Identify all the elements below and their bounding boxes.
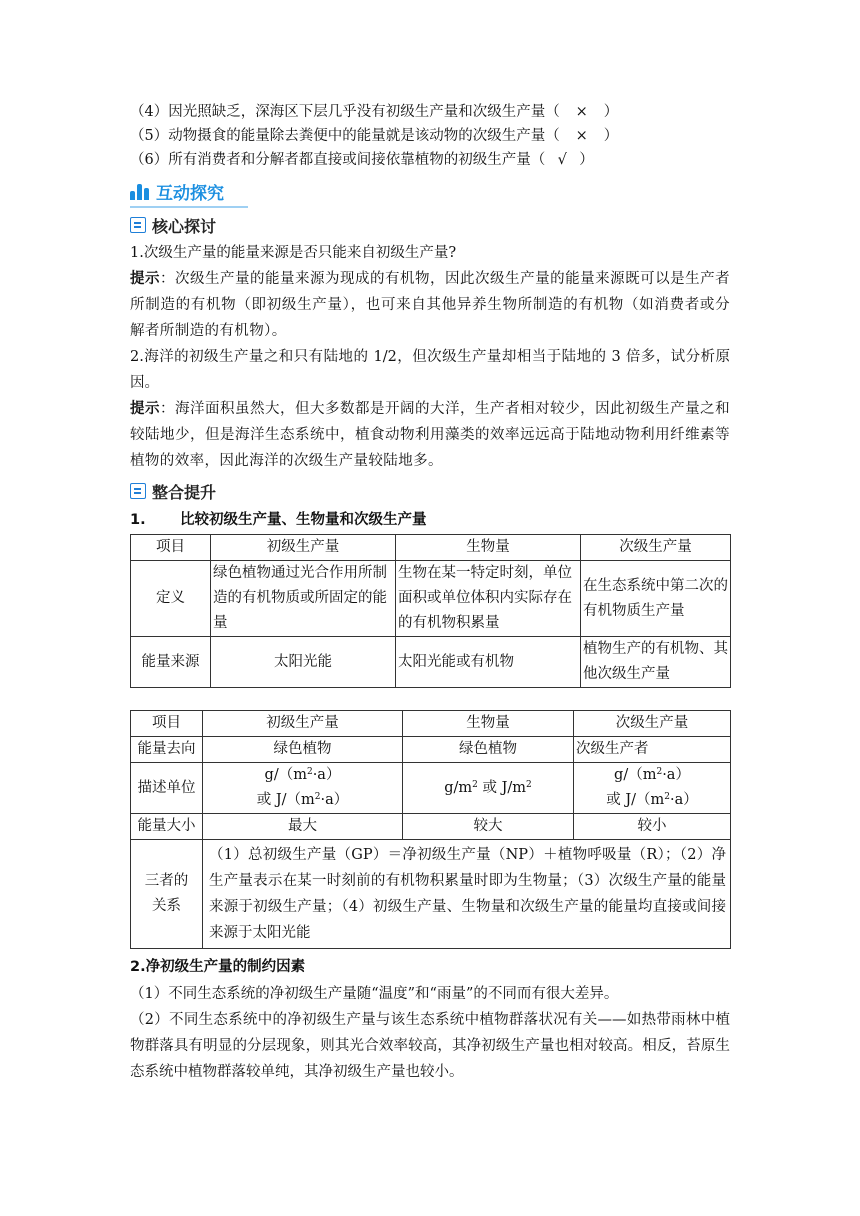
document-page [130,100,730,1085]
table-cell: 描述单位 [131,763,203,814]
table-row [131,763,731,814]
document-icon [130,483,146,499]
table-cell: 较小 [574,814,731,840]
table-row [131,840,731,949]
answer-2: 提示：海洋面积虽然大，但大多数都是开阔的大洋，生产者相对较少，因此初级生产量之和较陆地少，但是海洋生态系统中，植食动物利用藻类的效率远远高于陆地动物利用纤维素等植物的效率，因此海洋的次级生产量较陆地多。 [130,401,730,469]
table-cell: 生物在某一特定时刻，单位面积或单位体积内实际存在的有机物积累量 [396,561,581,637]
table-header-cell: 项目 [131,711,203,737]
interactive-banner [130,176,730,208]
table-row [131,637,731,688]
table-cell: 较大 [403,814,574,840]
table-cell: 绿色植物 [203,737,403,763]
table-header-cell: 初级生产量 [203,711,403,737]
table-header-cell: 初级生产量 [211,535,396,561]
judgment-item-6: （6）所有消费者和分解者都直接或间接依靠植物的初级生产量（ √ ） [130,148,730,172]
table-cell: 太阳光能 [211,637,396,688]
hint-label: 提示 [130,401,161,417]
section-title: 整合提升 [152,482,217,502]
section-heading-core [130,210,730,240]
table-cell: 绿色植物通过光合作用所制造的有机物质或所固定的能量 [211,561,396,637]
table-cell: 能量去向 [131,737,203,763]
comparison-table-2 [130,710,731,949]
question-1: 1.次级生产量的能量来源是否只能来自初级生产量? [130,245,457,261]
people-chart-icon [130,182,152,200]
table-header-cell: 生物量 [396,535,581,561]
table-cell: （1）总初级生产量（GP）＝净初级生产量（NP）＋植物呼吸量（R）；（2）净生产量表示在某一时刻前的有机物积累量时即为生物量；（3）次级生产量的能量来源于初级生产量；（4）初级生产量、生物量和次级生产量的能量均直接或间接来源于太阳光能 [203,840,731,949]
cross-mark: × [575,128,588,144]
hint-label: 提示 [130,271,161,287]
paragraph-2: （2）不同生态系统中的净初级生产量与该生态系统中植物群落状况有关——如热带雨林中植物群落具有明显的分层现象，则其光合效率较高，其净初级生产量也相对较高。相反，苔原生态系统中植物群落较单纯，其净初级生产量也较小。 [130,1012,730,1080]
table-row [131,561,731,637]
table-header-row [131,711,731,737]
judgment-list [130,100,730,172]
document-icon [130,217,146,233]
subheading-2: 2.净初级生产量的制约因素 [130,959,306,975]
section-heading-integrate [130,476,730,506]
table-cell: 绿色植物 [403,737,574,763]
table-cell: $g/(m^2\cdot a)$ 或 $J/(m^2\cdot a)$ [574,763,731,814]
table-header-cell: 次级生产量 [581,535,731,561]
banner-underline [130,206,248,208]
comparison-table-1 [130,534,731,688]
table-cell: 三者的 关系 [131,840,203,949]
banner-title: 互动探究 [156,183,224,204]
table-cell: 能量来源 [131,637,211,688]
table-cell: 植物生产的有机物、其他次级生产量 [581,637,731,688]
paragraph-1: （1）不同生态系统的净初级生产量随“温度”和“雨量”的不同而有很大差异。 [130,986,619,1002]
question-2: 2.海洋的初级生产量之和只有陆地的 1/2，但次级生产量却相当于陆地的 3 倍多，试分析原因。 [130,349,730,391]
table-cell: 定义 [131,561,211,637]
table-row [131,737,731,763]
table-cell: 太阳光能或有机物 [396,637,581,688]
table-header-row [131,535,731,561]
table-cell: $g/(m^2\cdot a)$ 或 $J/(m^2\cdot a)$ [203,763,403,814]
table-cell: 次级生产者 [574,737,731,763]
check-mark: √ [557,152,567,168]
judgment-item-4: （4）因光照缺乏，深海区下层几乎没有初级生产量和次级生产量（ × ） [130,100,730,124]
table-cell: 在生态系统中第二次的有机物质生产量 [581,561,731,637]
table-cell: 最大 [203,814,403,840]
cross-mark: × [575,104,588,120]
subheading-1: 1. 比较初级生产量、生物量和次级生产量 [130,512,427,528]
table-header-cell: 次级生产量 [574,711,731,737]
table-header-cell: 生物量 [403,711,574,737]
table-cell: 能量大小 [131,814,203,840]
judgment-item-5: （5）动物摄食的能量除去粪便中的能量就是该动物的次级生产量（ × ） [130,124,730,148]
table-cell: $g/m^2$ 或 $J/m^2$ [403,763,574,814]
table-row [131,814,731,840]
table-header-cell: 项目 [131,535,211,561]
answer-1: 提示：次级生产量的能量来源为现成的有机物，因此次级生产量的能量来源既可以是生产者所制造的有机物（即初级生产量），也可来自其他异养生物所制造的有机物（如消费者或分解者所制造的有机物）。 [130,271,730,339]
section-title: 核心探讨 [152,216,217,236]
